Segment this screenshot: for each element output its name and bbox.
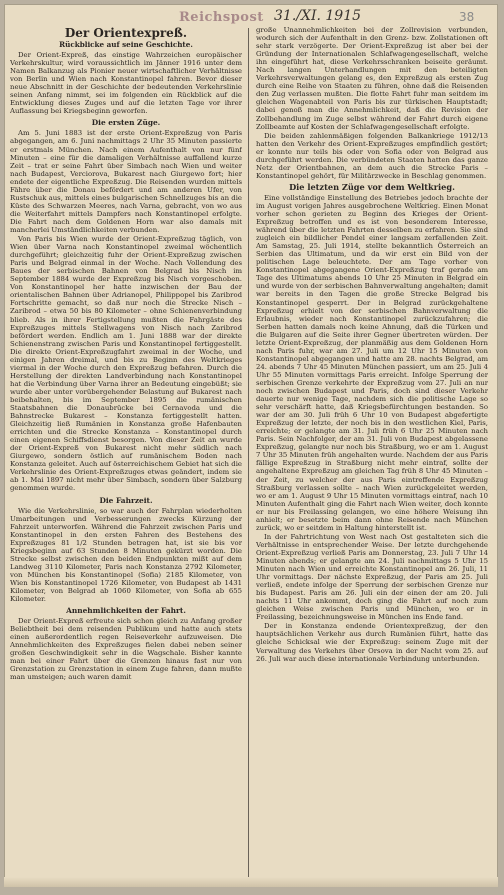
newspaper-stamp: Reichspost [179,10,264,25]
page-number: 38 [459,10,475,24]
article-column-right [256,26,488,881]
newspaper-clipping [4,4,498,887]
paragraph: Die beiden zahlenmäßigen folgenden Balkankriege 1912/13 hatten den Verkehr des Orient-Expreßzuges empfindlich gestört; er konnte nur teils bis oder von Sofia oder von Belgrad aus durchgeführt werden. Die verbündeten Staaten hatten das ganze Netz der Orientbahnen, an dem auch die Strecke Paris – Konstantinopel gehört, für Militärzwecke in Beschlag genommen. [256,131,488,180]
article-column-left [10,26,242,881]
paragraph: In der Fahrtrichtung von West nach Ost gestalteten sich die Verhältnisse in entsprechender Weise. Der letzte durchgehende Orient-Expreßzug verließ Paris am Donnerstag, 23. Juli 7 Uhr 14 Minuten abends; er gelangte am 24. Juli nachmittags 5 Uhr 15 Minuten nach Wien und erreichte Konstantinopel am 26. Juli, 11 Uhr vormittags. Der nächste Expreßzug, der Paris am 25. Juli verließ, endete infolge der Sperrung der serbischen Grenze nur bis Budapest. Paris am 26. Juli ein der einen der am 20. Juli nachts 11 Uhr ankommt, doch ging die Fahrt auf noch zum gleichen Weise zwischen Paris und München, wo er in Freilassing, bezeichnungsweise in München ins Ende fand. [256,532,488,622]
paragraph: Der Orient-Expreß erfreute sich schon gleich zu Anfang großer Beliebtheit bei dem reisenden Publikum und hatte auch stets einen außerordentlich regen Reiseverkehr aufzuweisen. Die Annehmlichkeiten des Expreßzuges fielen dabei neben seiner großen Geschwindigkeit sehr in die Wagschale. Bisher kannte man bei einer Fahrt über die Grenzen hinaus fast nur von Grenzstation zu Grenzstation in einem Zuge fahren, dann mußte man umsteigen; auch waren damit [10,617,242,682]
paragraph: Wie die Verkehrslinie, so war auch der Fahrplan wiederholten Umarbeitungen und Verbesserungen zwecks Kürzung der Fahrzeit unterworfen. Während die Fahrzeit zwischen Paris und Konstantinopel in den ersten Fahren des Bestehens des Expreßzuges 81 1/2 Stunden betragen hat, ist sie bis vor Kriegsbeginn auf 63 Stunden 8 Minuten gekürzt worden. Die Strecke selbst zwischen den beiden Endpunkten mißt auf dem Landweg 3110 Kilometer, Paris nach Konstanza 2792 Kilometer, von München bis Konstantinopel (Sofia) 2185 Kilometer, von Wien bis Konstantinopel 1726 Kilometer, von Budapest ab 1431 Kilometer, von Belgrad ab 1060 Kilometer, von Sofia ab 655 Kilometer. [10,506,242,604]
section-heading: Die Fahrzeit. [99,495,153,505]
paragraph: Am 5. Juni 1883 ist der erste Orient-Expreßzug von Paris abgegangen, am 6. Juni nachmittags 2 Uhr 35 Minuten passierte er erstmals München. Nach einem Aufenthalt von nur fünf Minuten – eine für die damaligen Verhältnisse auffallend kurze Zeit – trat er seine Fahrt über Simbach nach Wien und weiter nach Budapest, Verciorova, Bukarest nach Giurgewo fort; hier endete der eigentliche Expreßzug. Die Reisenden wurden mittels Fähre über die Donau befördert und am anderen Ufer, von Rustschuk aus, mittels eines bulgarischen Schnellzuges bis an die Küste des Schwarzen Meeres, nach Varna, gebracht, von wo aus die Weiterfahrt mittels Dampfers nach Konstantinopel erfolgte. Die Fahrt nach dem Goldenen Horn war also damals mit mancherlei Umständlichkeiten verbunden. [10,129,242,234]
paragraph: große Unannehmlichkeiten bei der Zollrevision verbunden, wodurch sich der Aufenthalt in den Grenz- bzw. Zollstationen oft sehr stark verzögerte. Der Orient-Expreßzug ist aber bei der Gründung der Internationalen Schlafwagengesellschaft, welche ihn eingeführt hat, diese Verkehrsschranken beiseite geräumt. Nach langen Unterhandlungen mit den beteiligten Verkehrsverwaltungen gelang es, den Expreßzug als ersten Zug durch eine Reihe von Staaten zu führen, ohne daß die Reisenden den Zug verlassen mußten. Die flotte Fahrt fuhr man seitdem im gleichen Wagenabteil von Paris bis zur türkischen Hauptstadt; dabei genoß man die Annehmlichkeit, daß die Revision der Zollbehandlung im Zuge selbst während der Fahrt durch eigene Zollbeamte auf Kosten der Schlafwagengesellschaft erfolgte. [256,26,488,131]
torn-edge [4,877,498,887]
section-heading: Annehmlichkeiten der Fahrt. [66,606,186,616]
handwritten-date: 31./XI. 1915 [274,8,362,24]
paragraph: Eine vollständige Einstellung des Betriebes jedoch brachte der im August vorigen Jahres ausgebrochene Weltkrieg. Einen Monat vorher schon gerieten zu Beginn des Krieges der Orient-Expreßzug betroffen und es ist von besonderem Interesse, während über die letzten Fahrten desselben zu erfahren. Sie sind zugleich ein bildlicher Pendel einer langsam zerfallenden Zeit. Am Samstag, 25. Juli 1914, stellte bekanntlich Österreich an Serbien das Ultimatum, und da wir erst ein Bild von der politischen Lage beleuchtete. Der am Tage vorher von Konstantinopel abgegangene Orient-Expreßzug traf gerade am Tage des Ultimatums abends 10 Uhr 25 Minuten in Belgrad ein und wurde von der serbischen Bahnverwaltung angehalten; damit war bereits in den Tagen die große Strecke Belgrad bis Konstantinopel gesperrt. Der in Belgrad zurückgehaltene Expreßzug erhielt von der serbischen Bahnverwaltung die Erlaubnis, wieder nach Konstantinopel zurückzufahren; die Serben hatten damals noch keine Ahnung, daß die Türken und die Bulgaren auf die Seite ihrer Gegner übertreten würden. Der letzte Orient-Expreßzug, der planmäßig aus dem Goldenen Horn nach Paris fuhr, war am 27. Juli um 12 Uhr 15 Minuten von Konstantinopel abgegangen und hatte am 28. nachts Belgrad, am 24. abends 7 Uhr 45 Minuten München passiert, um am 25. Juli 4 Uhr 55 Minuten vormittags Paris erreicht. Infolge Sperrung der serbischen Grenze verkehrte der Expreßzug vom 27. Juli an nur noch zwischen Budapest und Paris, doch sind dieser Verkehr dauerte nur wenige Tage, nachdem sich die politische Lage so sehr verschärft hatte, daß Kriegsbefürchtungen bestanden. So war der am 30. Juli früh 6 Uhr 10 von Budapest abgefertigte Expreßzug der letzte, der noch bis in den westlichen Kiel, Paris, erreichte; er gelangte am 31. Juli früh 6 Uhr 25 Minuten nach Paris. Sein Nachfolger, der am 31. Juli von Budapest abgelassene Expreßzug, gelangte nur noch bis Straßburg, wo er am 1. August 7 Uhr 35 Minuten früh angehalten wurde. Nachdem der aus Paris fällige Expreßzug in Straßburg nicht mehr eintraf, sollte der angehaltene Expreßzug am gleichen Tag früh 8 Uhr 45 Minuten – der Zeit, zu welcher der aus Paris eintreffende Expreßzug Straßburg verlassen sollte – nach Wien zurückgeleitet werden, wo er am 1. August 9 Uhr 15 Minuten vormittags eintraf, nach 10 Minuten Aufenthalt ging die Fahrt nach Wien weiter, doch konnte er nur bis Freilassing gelangen, wo eine höhere Weisung ihn anhielt; er besetzte beim dann ohne Reisende nach München zurück, wo er seitdem in Haltung hinterstellt ist. [256,193,488,532]
article-title: Der Orientexpreß. [64,26,188,40]
section-heading: Die letzten Züge vor dem Weltkrieg. [289,181,455,192]
article-intro: Der Orient-Expreß, das einstige Wahrzeichen europäischer Verkehrskultur, wird voraussichtlich im Jänner 1916 unter dem Namen Balkanzug als Pionier neuer wirtschaftlicher Verhältnisse von Berlin und Wien nach Konstantinopel fahren. Bevor dieser neue Abschnitt in der Geschichte der bedeutenden Verkehrslinie seinen Anfang nimmt, sei im folgenden ein Rückblick auf die Entwicklung dieses Zuges und auf die letzten Tage vor ihrer Auflassung bei Kriegsbeginn geworfen. [10,51,242,116]
paragraph: Von Paris bis Wien wurde der Orient-Expreßzug täglich, von Wien über Varna nach Konstantinopel zweimal wöchentlich durchgeführt; gleichzeitig fuhr der Orient-Expreßzug zwischen Paris und Belgrad einmal in der Woche. Nach Vollendung des Baues der serbischen Bahnen von Belgrad bis Nisch im September 1884 wurde der Expreßzug bis Nisch vorgeschoben. Von Konstantinopel her hatte inzwischen der Bau der orientalischen Bahnen über Adrianopel, Philippopel bis Zaribrod Fortschritte gemacht, so daß nur noch die Strecke Nisch – Zaribrod – etwa 50 bis 80 Kilometer – ohne Schienenverbindung blieb. Als in ihrer Fertigstellung mußten die Fahrgäste des Expreßzuges mittels Stellwagens von Nisch nach Zaribrod befördert werden. Endlich am 1. Juni 1888 war der direkte Schienenstrang zwischen Paris und Konstantinopel fertiggestellt. Die direkte Orient-Expreßzugfahrt zweimal in der Woche, und einigen Jahren dreimal, und bis zu Beginn des Weltkrieges viermal in der Woche durch den Expreßzug befahren. Durch die Herstellung der direkten Landverbindung nach Konstantinopel hat die Verbindung über Varna ihrer an Bedeutung eingebüßt; sie wurde aber unter vorübergehender Belastung auf Bukarest nach beibehalten, bis im September 1895 die rumänischen Staatsbahnen die Donaubrücke bei Cernavoda und die Bahnstrecke Bukarest – Konstanza fertiggestellt hatten. Gleichzeitig ließ Rumänien in Konstanza große Hafenbauten errichten und die Strecke Konstanza – Konstantinopel durch einen eigenen Schiffsdienst besorgen. Von dieser Zeit an wurde der Orient-Expreß von Bukarest nicht mehr südlich nach Giurgewo, sondern östlich auf rumänischem Boden nach Konstanza geleitet. Auch auf österreichischem Gebiet hat sich die Verkehrslinie des Orient-Expreßzuges etwas geändert, indem sie ab 1. Mai 1897 nicht mehr über Simbach, sondern über Salzburg genommen wurde. [10,235,242,493]
article-subtitle: Rückblicke auf seine Geschichte. [59,40,193,49]
column-divider [248,28,249,880]
section-heading: Die ersten Züge. [91,118,161,128]
paragraph: Der in Konstanza endende Orientexpreßzug, der den hauptsächlichen Verkehr aus durch Rumänien führt, hatte das gleiche Schicksal wie der Expreßzug: seinem Zuge mit der Verwaltung des Verkehrs über Orsova in der Nacht vom 25. auf 26. Juli war auch diese internationale Verbindung unterbunden. [256,622,488,663]
